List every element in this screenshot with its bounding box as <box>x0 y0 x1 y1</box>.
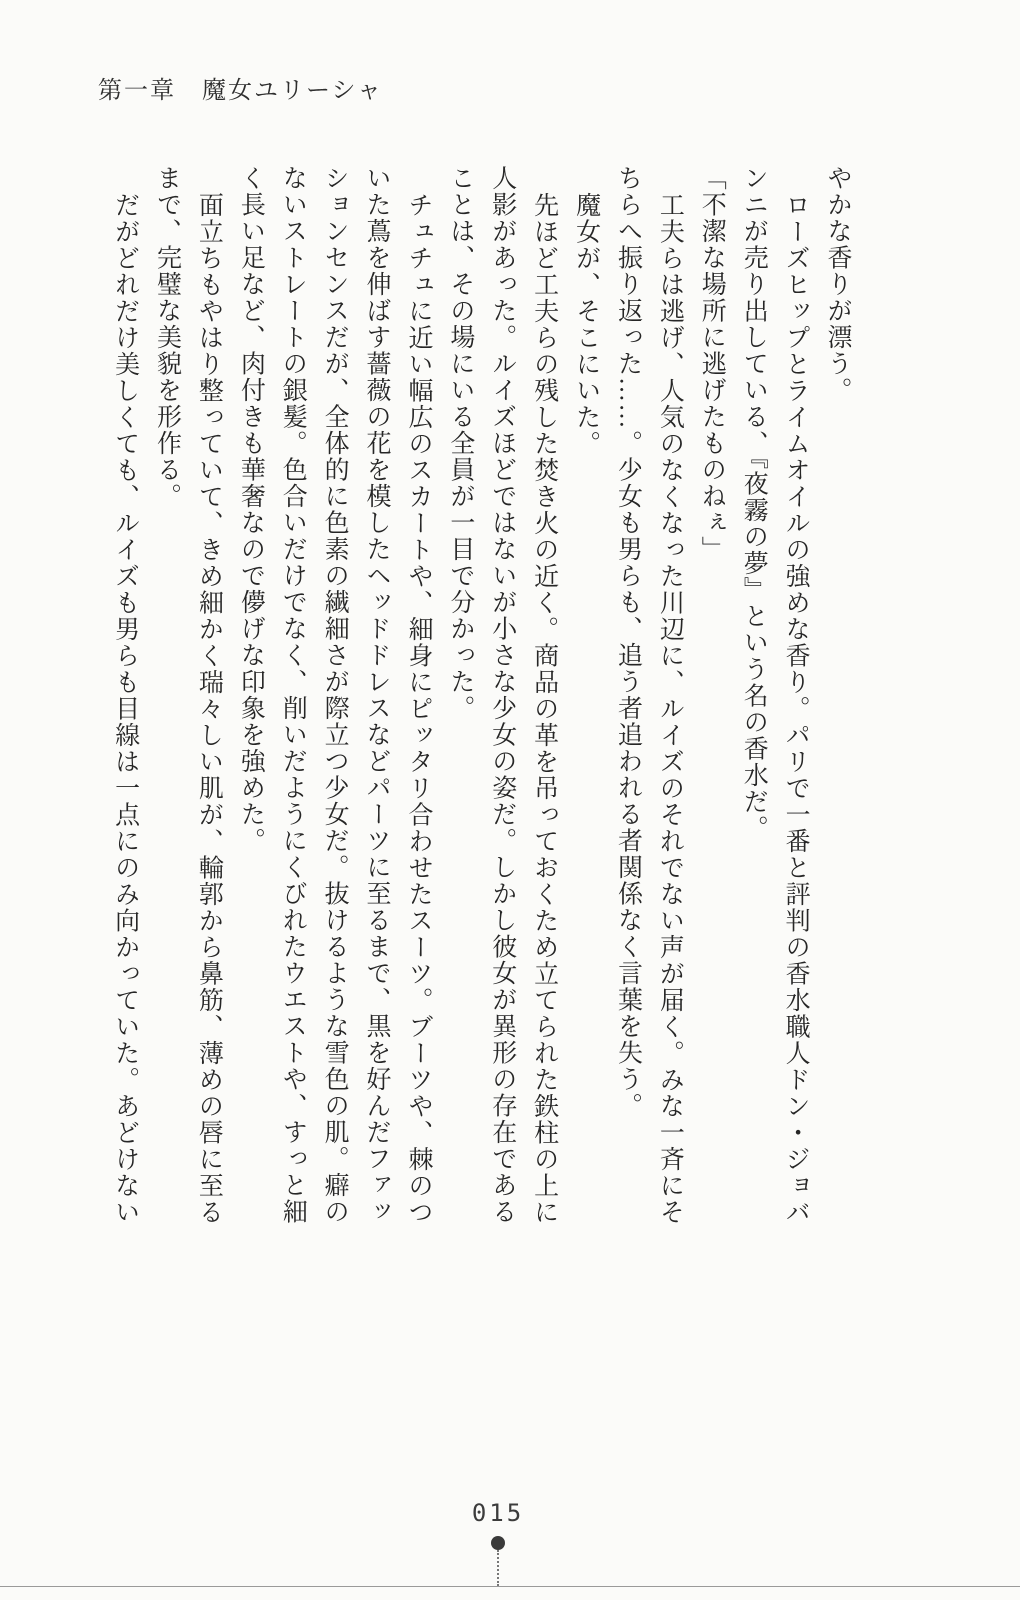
text-column-line: 工夫らは逃げ、人気のなくなった川辺に、ルイズのそれでない声が届く。みな一斉にそ <box>656 191 684 1225</box>
text-column-line: 人影があった。ルイズほどではないが小さな少女の姿だ。しかし彼女が異形の存在である <box>488 165 516 1225</box>
text-column-line: ションセンスだが、全体的に色素の繊細さが際立つ少女だ。抜けるような雪色の肌。癖の <box>321 165 349 1225</box>
page-bottom-rule <box>0 1586 1020 1587</box>
text-column-line: チュチュに近い幅広のスカートや、細身にピッタリ合わせたスーツ。ブーツや、棘のつ <box>404 191 432 1225</box>
page-number: 015 <box>471 1499 525 1527</box>
text-column-line: ローズヒップとライムオイルの強めな香り。パリで一番と評判の香水職人ドン・ジョバ <box>782 191 810 1225</box>
chapter-header: 第一章 魔女ユリーシャ <box>98 78 384 104</box>
text-column-line: 魔女が、そこにいた。 <box>572 191 600 457</box>
vertical-text-block <box>104 165 858 1265</box>
text-column-line: ことは、その場にいる全員が一目で分かった。 <box>446 165 474 722</box>
text-column-line: いた蔦を伸ばす薔薇の花を模したヘッドドレスなどパーツに至るまで、黒を好んだファッ <box>363 165 391 1225</box>
text-column-line: 面立ちもやはり整っていて、きめ細かく瑞々しい肌が、輪郭から鼻筋、薄めの唇に至る <box>195 191 223 1225</box>
text-column-line: ちらへ振り返った……。少女も男らも、追う者追われる者関係なく言葉を失う。 <box>614 165 642 1119</box>
footer-dotted-stem <box>497 1550 499 1586</box>
text-column-line: 先ほど工夫らの残した焚き火の近く。商品の革を吊っておくため立てられた鉄柱の上に <box>530 191 558 1225</box>
footer-dot-ornament-icon <box>491 1536 505 1550</box>
text-column-line: だがどれだけ美しくても、ルイズも男らも目線は一点にのみ向かっていた。あどけない <box>111 191 139 1225</box>
text-column-line: やかな香りが漂う。 <box>824 165 851 404</box>
text-column-line: まで、完璧な美貌を形作る。 <box>153 165 181 510</box>
text-column-line: ンニが売り出している、『夜霧の夢』という名の香水だ。 <box>740 165 768 842</box>
text-column-line: く長い足など、肉付きも華奢なので儚げな印象を強めた。 <box>237 165 265 854</box>
text-column-line: 「不潔な場所に逃げたものねぇ」 <box>698 165 726 563</box>
text-column-line: ないストレートの銀髪。色合いだけでなく、削いだようにくびれたウエストや、すっと細 <box>279 165 307 1225</box>
